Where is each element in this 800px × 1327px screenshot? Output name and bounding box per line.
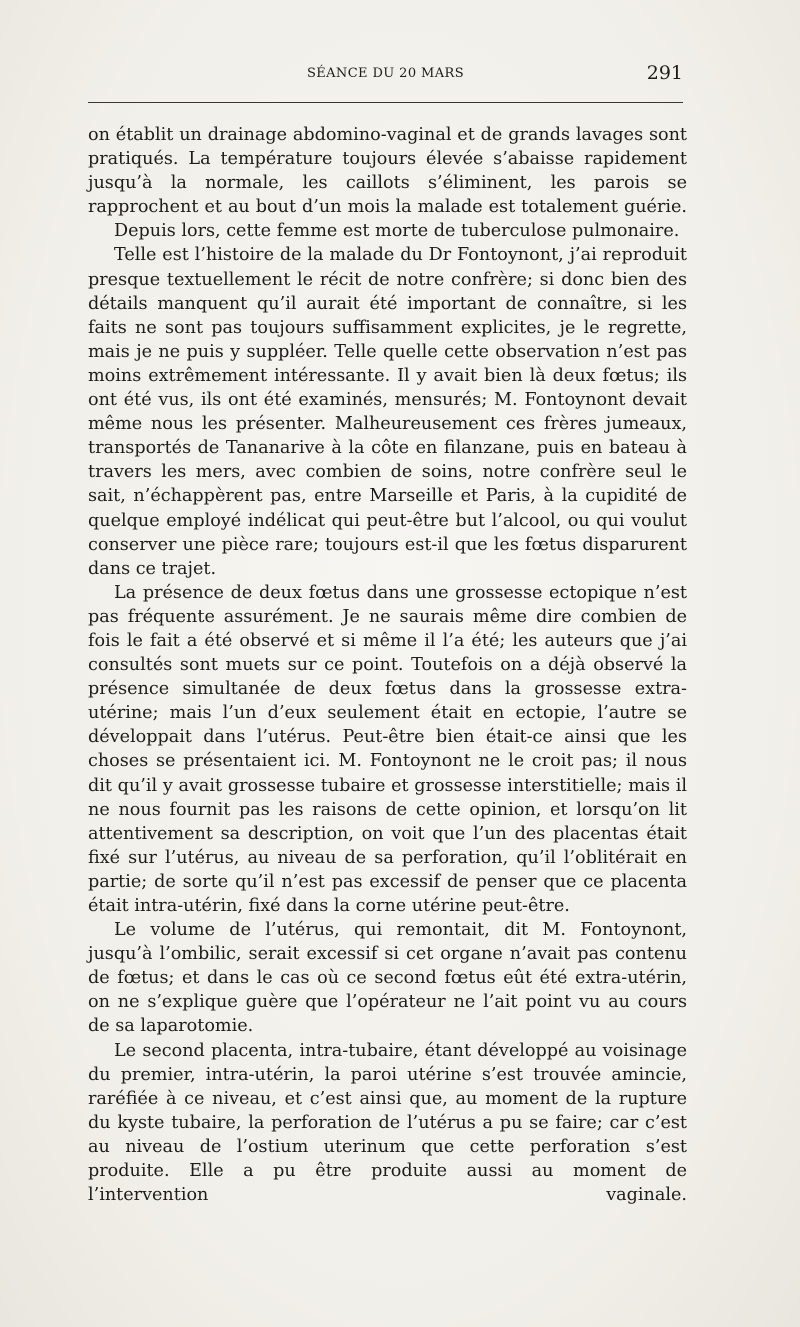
paragraph-4: La présence de deux fœtus dans une grossesse ectopique n’est pas fréquente assurément. Je ne saurais même dire combien de fois le fait a été observé et si même il l’a été; les auteurs que j’ai consultés sont muets sur ce point. Toutefois on a déjà observé la présence simultanée de deux fœtus dans la grossesse extra-utérine; mais l’un d’eux seulement était en ectopie, l’autre se développait dans l’utérus. Peut-être bien était-ce ainsi que les choses se présentaient ici. M. Fontoynont ne le croit pas; il nous dit qu’il y avait grossesse tubaire et grossesse interstitielle; mais il ne nous fournit pas les raisons de cette opinion, et lorsqu’on lit attentivement sa description, on voit que l’un des placentas était fixé sur l’utérus, au niveau de sa perforation, qu’il l’oblitérait en partie; de sorte qu’il n’est pas excessif de penser que ce placenta était intra-utérin, fixé dans la corne utérine peut-être.	[88, 582, 687, 916]
page-number: 291	[646, 62, 683, 84]
paragraph-5: Le volume de l’utérus, qui remontait, dit M. Fontoynont, jusqu’à l’ombilic, serait excessif si cet organe n’avait pas contenu de fœtus; et dans le cas où ce second fœtus eût été extra-utérin, on ne s’explique guère que l’opérateur ne l’ait point vu au cours de sa laparotomie.	[88, 920, 687, 1037]
paragraph-2: Depuis lors, cette femme est morte de tuberculose pulmonaire.	[114, 221, 680, 242]
body-text	[88, 123, 687, 1207]
paragraph-1: on établit un drainage abdomino-vaginal et de grands lavages sont pratiqués. La température toujours élevée s’abaisse rapidement jusqu’à la normale, les caillots s’éliminent, les parois se rapprochent et au bout d’un mois la malade est totalement guérie.	[88, 125, 687, 218]
running-title: SÉANCE DU 20 MARS	[306, 66, 465, 81]
paragraph-3: Telle est l’histoire de la malade du Dr Fontoynont, j’ai reproduit presque textuellement le récit de notre confrère; si donc bien des détails manquent qu’il aurait été important de connaître, si les faits ne sont pas toujours suffisamment explicites, je le regrette, mais je ne puis y suppléer. Telle quelle cette observation n’est pas moins extrêmement intéressante. Il y avait bien là deux fœtus; ils ont été vus, ils ont été examinés, mensurés; M. Fontoynont devait même nous les présenter. Malheureusement ces frères jumeaux, transportés de Tananarive à la côte en filanzane, puis en bateau à travers les mers, avec combien de soins, notre confrère seul le sait, n’échappèrent pas, entre Marseille et Paris, à la cupidité de quelque employé indélicat qui peut-être but l’alcool, ou qui voulut conserver une pièce rare; toujours est-il que les fœtus disparurent dans ce trajet.	[88, 245, 687, 579]
paragraph-6: Le second placenta, intra-tubaire, étant développé au voisinage du premier, intra-utérin, la paroi utérine s’est trouvée amincie, raréfiée à ce niveau, et c’est ainsi que, au moment de la rupture du kyste tubaire, la perforation de l’utérus a pu se faire; car c’est au niveau de l’ostium uterinum que cette perforation s’est produite. Elle a pu être produite aussi au moment de l’intervention vaginale.	[88, 1040, 687, 1206]
header-divider	[88, 102, 683, 103]
page-header	[88, 58, 683, 94]
